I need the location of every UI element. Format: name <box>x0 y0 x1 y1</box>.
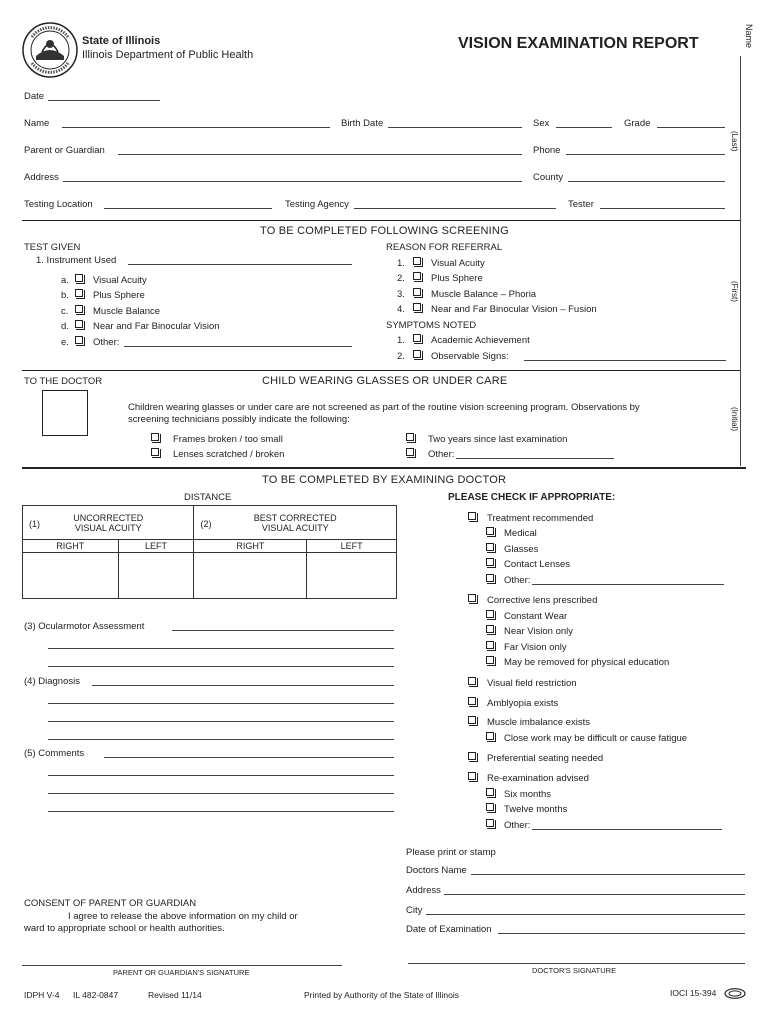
page-title: VISION EXAMINATION REPORT <box>458 35 699 52</box>
right-header: RIGHT <box>23 540 119 553</box>
other-reexam-label: Other: <box>504 820 531 831</box>
medical-label: Medical <box>504 528 537 539</box>
phone-field[interactable] <box>566 154 725 155</box>
form-number: IDPH V-4 <box>24 990 60 1000</box>
doctor-address-field[interactable] <box>444 894 745 895</box>
test-checkbox[interactable] <box>75 320 83 328</box>
twelve-months-label: Twelve months <box>504 804 568 815</box>
doctor-checkbox-box[interactable] <box>42 390 88 436</box>
test-marker: e. <box>61 337 69 348</box>
birth-date-label: Birth Date <box>341 118 384 129</box>
reason-checkbox[interactable] <box>413 303 421 311</box>
seating-checkbox[interactable] <box>468 752 476 760</box>
date-label: Date <box>24 91 45 102</box>
close-work-label: Close work may be difficult or cause fatigue <box>504 733 688 744</box>
uncorrected-right-cell[interactable] <box>23 553 119 599</box>
glasses-label: Glasses <box>504 544 539 555</box>
near-label: Near Vision only <box>504 626 574 637</box>
instrument-field[interactable] <box>128 264 352 265</box>
reason-marker: 3. <box>397 289 405 300</box>
test-checkbox[interactable] <box>75 289 83 297</box>
testing-location-label: Testing Location <box>24 199 93 210</box>
glasses-text: Children wearing glasses or under care are not screened as part of the routine vision screening program. Observations by <box>128 402 640 413</box>
close-work-checkbox[interactable] <box>486 732 494 740</box>
authority-text: Printed by Authority of the State of Illinois <box>304 990 459 1000</box>
other-glasses-field[interactable] <box>456 458 614 459</box>
testing-agency-label: Testing Agency <box>285 199 349 210</box>
test-marker: c. <box>61 306 69 317</box>
ocular-line[interactable] <box>48 648 394 649</box>
reason-label: Near and Far Binocular Vision – Fusion <box>431 304 597 315</box>
state-name: State of Illinois <box>82 35 161 47</box>
birth-date-field[interactable] <box>388 127 522 128</box>
reason-label: Muscle Balance – Phoria <box>431 289 537 300</box>
parent-signature-label: PARENT OR GUARDIAN'S SIGNATURE <box>113 968 250 977</box>
diagnosis-line[interactable] <box>48 739 394 740</box>
grade-field[interactable] <box>657 127 725 128</box>
ioci-number: IOCI 15-394 <box>670 988 717 998</box>
treatment-label: Treatment recommended <box>487 513 594 524</box>
symptom-label: Observable Signs: <box>431 351 509 362</box>
county-field[interactable] <box>568 181 725 182</box>
test-marker: a. <box>61 275 69 286</box>
right-header: RIGHT <box>194 540 307 553</box>
screening-heading: TO BE COMPLETED FOLLOWING SCREENING <box>260 225 509 237</box>
parent-field[interactable] <box>118 154 522 155</box>
il-number: IL 482-0847 <box>73 990 119 1000</box>
medical-checkbox[interactable] <box>486 527 494 535</box>
test-marker: d. <box>61 321 69 332</box>
tester-label: Tester <box>568 199 594 210</box>
muscle-label: Muscle imbalance exists <box>487 717 590 728</box>
parent-label: Parent or Guardian <box>24 145 105 156</box>
reason-checkbox[interactable] <box>413 272 421 280</box>
doctor-signature-label: DOCTOR'S SIGNATURE <box>532 966 617 975</box>
doctor-address-label: Address <box>406 885 441 896</box>
consent-text: ward to appropriate school or health authorities. <box>24 923 225 934</box>
uncorrected-header <box>23 506 194 540</box>
amblyopia-label: Amblyopia exists <box>487 698 559 709</box>
glasses-checkbox[interactable] <box>486 543 494 551</box>
other-treatment-label: Other: <box>504 575 531 586</box>
symptom-checkbox[interactable] <box>413 350 421 358</box>
other-treatment-checkbox[interactable] <box>486 574 494 582</box>
reason-label: Plus Sphere <box>431 273 483 284</box>
diagnosis-line[interactable] <box>48 721 394 722</box>
left-header: LEFT <box>307 540 397 553</box>
testing-agency-field[interactable] <box>354 208 556 209</box>
consent-heading: CONSENT OF PARENT OR GUARDIAN <box>24 898 197 909</box>
glasses-heading: CHILD WEARING GLASSES OR UNDER CARE <box>262 375 508 387</box>
grade-label: Grade <box>624 118 651 129</box>
doctor-name-field[interactable] <box>471 874 745 875</box>
symptom-marker: 1. <box>397 335 405 346</box>
to-doctor-label: TO THE DOCTOR <box>24 376 103 387</box>
two-years-checkbox[interactable] <box>406 433 414 441</box>
exam-date-field[interactable] <box>498 933 745 934</box>
address-label: Address <box>24 172 59 183</box>
contacts-checkbox[interactable] <box>486 558 494 566</box>
reason-checkbox[interactable] <box>413 257 421 265</box>
union-bug-icon <box>724 988 746 999</box>
comments-label: (5) Comments <box>24 748 85 759</box>
glasses-text: screening technicians possibly indicate the following: <box>128 414 350 425</box>
reason-heading: REASON FOR REFERRAL <box>386 242 503 253</box>
check-heading: PLEASE CHECK IF APPROPRIATE: <box>448 492 616 503</box>
best-corrected-label: BEST CORRECTED <box>253 512 337 523</box>
address-field[interactable] <box>63 181 522 182</box>
other-test-field[interactable] <box>124 346 352 347</box>
distance-label: DISTANCE <box>184 492 232 503</box>
county-label: County <box>533 172 564 183</box>
observable-signs-field[interactable] <box>524 360 726 361</box>
far-label: Far Vision only <box>504 642 567 653</box>
contacts-label: Contact Lenses <box>504 559 571 570</box>
muscle-checkbox[interactable] <box>468 716 476 724</box>
name-field[interactable] <box>62 127 330 128</box>
diagnosis-field[interactable] <box>92 685 394 686</box>
exam-date-label: Date of Examination <box>406 924 492 935</box>
amblyopia-checkbox[interactable] <box>468 697 476 705</box>
divider <box>22 467 746 469</box>
parent-signature-line[interactable] <box>22 965 342 966</box>
six-months-checkbox[interactable] <box>486 788 494 796</box>
reexam-label: Re-examination advised <box>487 773 589 784</box>
uncorrected-number: (1) <box>29 519 40 529</box>
ocular-field[interactable] <box>172 630 394 631</box>
phone-label: Phone <box>533 145 561 156</box>
test-label: Muscle Balance <box>93 306 161 317</box>
test-label: Near and Far Binocular Vision <box>93 321 220 332</box>
testing-location-field[interactable] <box>104 208 272 209</box>
twelve-months-checkbox[interactable] <box>486 803 494 811</box>
corrective-label: Corrective lens prescribed <box>487 595 598 606</box>
constant-label: Constant Wear <box>504 611 568 622</box>
print-stamp-label: Please print or stamp <box>406 847 496 858</box>
comments-line[interactable] <box>48 811 394 812</box>
revised-date: Revised 11/14 <box>148 990 202 1000</box>
lenses-checkbox[interactable] <box>151 448 159 456</box>
side-label-initial: (Initial) <box>730 407 739 432</box>
ocular-line[interactable] <box>48 666 394 667</box>
doctor-name-label: Doctors Name <box>406 865 467 876</box>
best-corrected-header <box>194 506 397 540</box>
other-glasses-checkbox[interactable] <box>406 448 414 456</box>
lenses-label: Lenses scratched / broken <box>173 449 285 460</box>
other-glasses-label: Other: <box>428 449 455 460</box>
test-checkbox[interactable] <box>75 274 83 282</box>
near-checkbox[interactable] <box>486 625 494 633</box>
six-months-label: Six months <box>504 789 551 800</box>
test-label: Visual Acuity <box>93 275 147 286</box>
visual-field-label: Visual field restriction <box>487 678 577 689</box>
seating-label: Preferential seating needed <box>487 753 604 764</box>
other-reexam-checkbox[interactable] <box>486 819 494 827</box>
test-label: Plus Sphere <box>93 290 145 301</box>
test-checkbox[interactable] <box>75 305 83 313</box>
diagnosis-label: (4) Diagnosis <box>24 676 80 687</box>
city-label: City <box>406 905 423 916</box>
best-right-cell[interactable] <box>194 553 307 599</box>
test-marker: b. <box>61 290 69 301</box>
best-left-cell[interactable] <box>307 553 397 599</box>
comments-field[interactable] <box>104 757 394 758</box>
divider <box>22 220 740 221</box>
city-field[interactable] <box>426 914 745 915</box>
sex-field[interactable] <box>556 127 612 128</box>
tester-field[interactable] <box>600 208 725 209</box>
side-label-first: (First) <box>730 281 739 302</box>
test-checkbox[interactable] <box>75 336 83 344</box>
divider <box>22 370 740 371</box>
uncorrected-sublabel: VISUAL ACUITY <box>74 522 142 533</box>
department-name: Illinois Department of Public Health <box>82 49 254 61</box>
removed-checkbox[interactable] <box>486 656 494 664</box>
corrective-checkbox[interactable] <box>468 594 476 602</box>
reason-marker: 4. <box>397 304 405 315</box>
uncorrected-left-cell[interactable] <box>118 553 194 599</box>
state-seal-logo <box>22 22 78 78</box>
instrument-label: 1. Instrument Used <box>36 255 117 266</box>
two-years-label: Two years since last examination <box>428 434 568 445</box>
left-header: LEFT <box>118 540 194 553</box>
frames-checkbox[interactable] <box>151 433 159 441</box>
symptom-marker: 2. <box>397 351 405 362</box>
side-label-name: Name <box>744 24 754 49</box>
symptoms-heading: SYMPTOMS NOTED <box>386 320 477 331</box>
removed-label: May be removed for physical education <box>504 657 670 668</box>
name-label: Name <box>24 118 50 129</box>
side-label-last: (Last) <box>730 131 739 152</box>
symptom-checkbox[interactable] <box>413 334 421 342</box>
reason-marker: 1. <box>397 258 405 269</box>
reexam-checkbox[interactable] <box>468 772 476 780</box>
best-corrected-sublabel: VISUAL ACUITY <box>261 522 329 533</box>
far-checkbox[interactable] <box>486 641 494 649</box>
reason-marker: 2. <box>397 273 405 284</box>
treatment-checkbox[interactable] <box>468 512 476 520</box>
other-reexam-field[interactable] <box>532 829 722 830</box>
visual-acuity-table <box>22 505 397 599</box>
reason-checkbox[interactable] <box>413 288 421 296</box>
comments-line[interactable] <box>48 793 394 794</box>
visual-field-checkbox[interactable] <box>468 677 476 685</box>
best-corrected-number: (2) <box>200 519 212 529</box>
doctor-signature-line[interactable] <box>408 963 745 964</box>
symptom-label: Academic Achievement <box>431 335 530 346</box>
reason-label: Visual Acuity <box>431 258 485 269</box>
sex-label: Sex <box>533 118 550 129</box>
diagnosis-line[interactable] <box>48 703 394 704</box>
frames-label: Frames broken / too small <box>173 434 283 445</box>
uncorrected-label: UNCORRECTED <box>73 512 144 523</box>
test-label: Other: <box>93 337 120 348</box>
doctor-heading: TO BE COMPLETED BY EXAMINING DOCTOR <box>262 474 507 486</box>
consent-text: I agree to release the above information on my child or <box>68 911 298 922</box>
date-field[interactable] <box>48 100 160 101</box>
constant-checkbox[interactable] <box>486 610 494 618</box>
ocular-label: (3) Ocularmotor Assessment <box>24 621 145 632</box>
other-treatment-field[interactable] <box>532 584 724 585</box>
comments-line[interactable] <box>48 775 394 776</box>
test-given-heading: TEST GIVEN <box>24 242 81 253</box>
